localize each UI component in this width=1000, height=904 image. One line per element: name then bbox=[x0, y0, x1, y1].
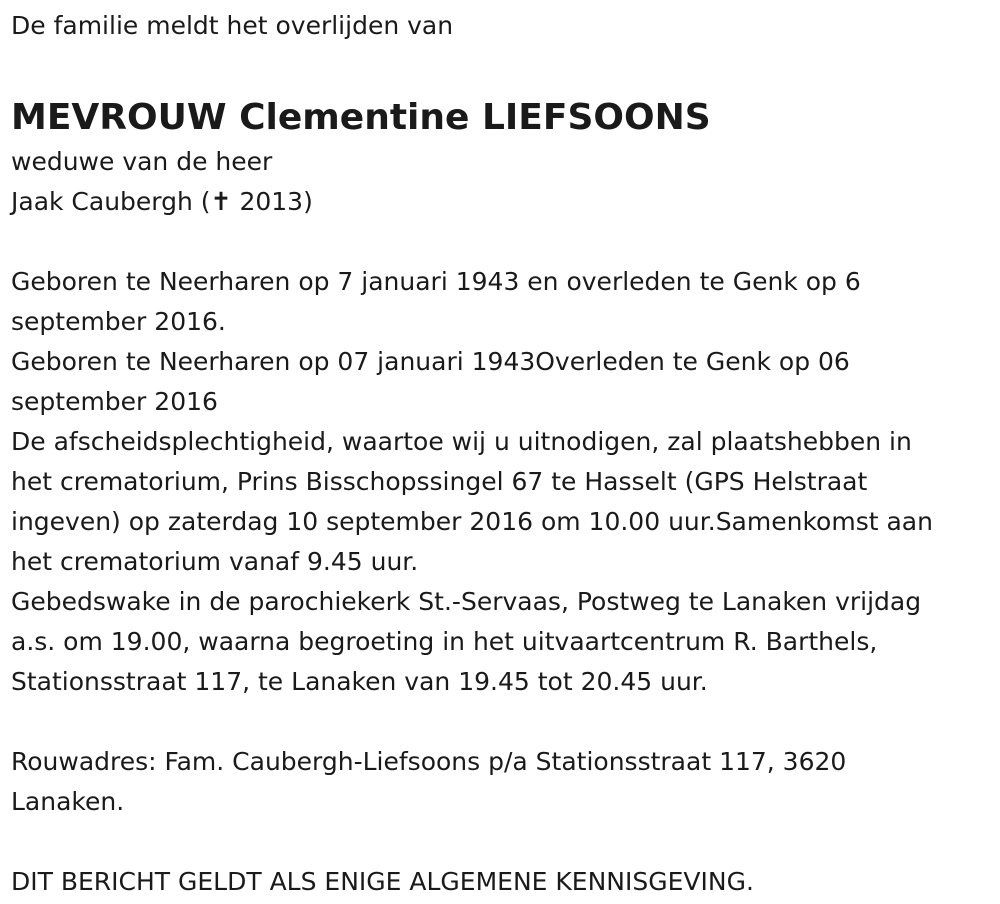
cross-icon: ✝ bbox=[210, 187, 232, 216]
notice-text: DIT BERICHT GELDT ALS ENIGE ALGEMENE KENNISGEVING. bbox=[11, 867, 754, 896]
spouse-line bbox=[11, 182, 990, 222]
details-line: Geboren te Neerharen op 07 januari 1943Overleden te Genk op 06 bbox=[11, 347, 850, 376]
details-line: het crematorium vanaf 9.45 uur. bbox=[11, 547, 419, 576]
spouse-year: 2013) bbox=[231, 187, 313, 216]
details-line: september 2016 bbox=[11, 387, 218, 416]
spacer bbox=[11, 822, 990, 862]
details-line: ingeven) op zaterdag 10 september 2016 om 10.00 uur.Samenkomst aan bbox=[11, 507, 933, 536]
details-line: Geboren te Neerharen op 7 januari 1943 en overleden te Genk op 6 bbox=[11, 267, 861, 296]
address-line: Rouwadres: Fam. Caubergh-Liefsoons p/a Stationsstraat 117, 3620 bbox=[11, 747, 847, 776]
details-line: Gebedswake in de parochiekerk St.-Servaas, Postweg te Lanaken vrijdag bbox=[11, 587, 922, 616]
details-line: Stationsstraat 117, te Lanaken van 19.45 tot 20.45 uur. bbox=[11, 667, 708, 696]
name-prefix: MEVROUW bbox=[11, 97, 227, 138]
spacer bbox=[11, 702, 990, 742]
address-line: Lanaken. bbox=[11, 787, 125, 816]
last-name: LIEFSOONS bbox=[481, 97, 711, 138]
intro-text: De familie meldt het overlijden van bbox=[11, 11, 454, 40]
first-name: Clementine bbox=[239, 97, 470, 138]
relation-line: weduwe van de heer bbox=[11, 147, 273, 176]
details-line: a.s. om 19.00, waarna begroeting in het uitvaartcentrum R. Barthels, bbox=[11, 627, 878, 656]
details-line: De afscheidsplechtigheid, waartoe wij u uitnodigen, zal plaatshebben in bbox=[11, 427, 912, 456]
spacer bbox=[11, 46, 990, 86]
spacer bbox=[11, 222, 990, 262]
details-line: het crematorium, Prins Bisschopssingel 67 te Hasselt (GPS Helstraat bbox=[11, 467, 868, 496]
spouse-name: Jaak Caubergh ( bbox=[11, 187, 211, 216]
deceased-name bbox=[11, 94, 990, 142]
details-line: september 2016. bbox=[11, 307, 226, 336]
